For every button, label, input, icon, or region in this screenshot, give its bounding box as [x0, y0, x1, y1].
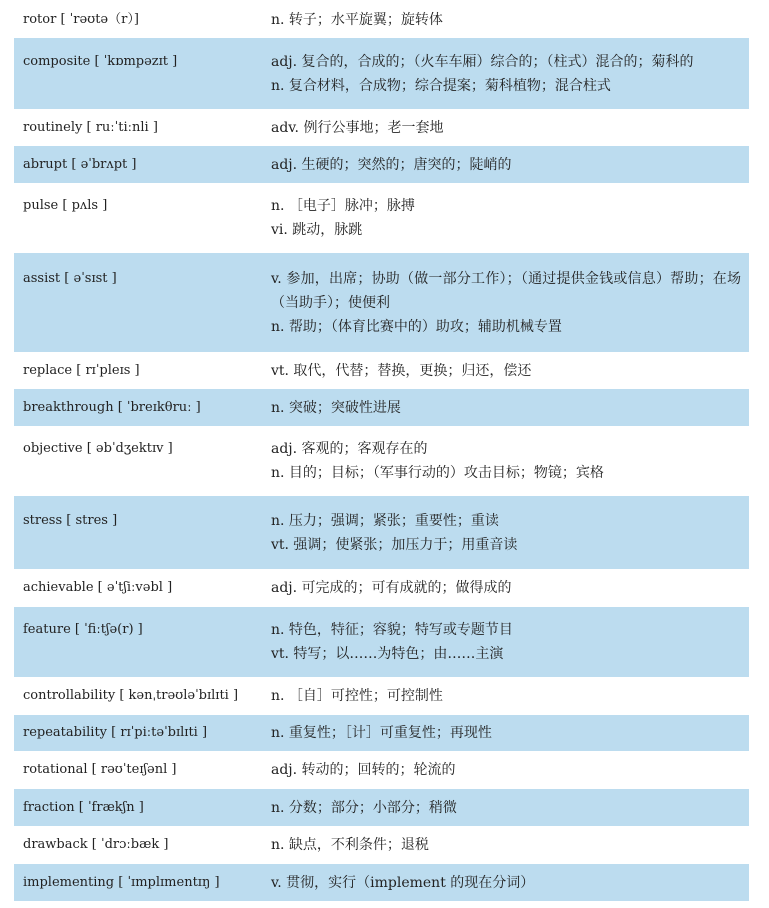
- headword: drawback: [23, 837, 88, 852]
- table-row: [14, 38, 749, 109]
- definition-cell: [271, 751, 749, 789]
- phonetic-transcription: [ stres ]: [66, 513, 118, 528]
- table-row: [14, 1, 749, 38]
- word-cell: [14, 715, 271, 751]
- definition-cell: [271, 789, 749, 826]
- definition-line: n. 特色，特征；容貌；特写或专题节目: [271, 622, 513, 638]
- headword: assist: [23, 271, 61, 286]
- headword: objective: [23, 441, 83, 456]
- definition-cell: [271, 146, 749, 183]
- phonetic-transcription: [ ˈdrɔːbæk ]: [91, 837, 169, 852]
- definition-line: n. 分数；部分；小部分；稍微: [271, 800, 457, 816]
- word-cell: [14, 569, 271, 607]
- phonetic-transcription: [ ˈkɒmpəzɪt ]: [94, 54, 178, 69]
- headword: composite: [23, 54, 91, 69]
- table-row: [14, 715, 749, 751]
- table-row: [14, 864, 749, 901]
- table-row: [14, 253, 749, 352]
- definition-cell: [271, 1, 749, 38]
- definition-cell: [271, 109, 749, 146]
- phonetic-transcription: [ ˈrəʊtə（r）]: [60, 12, 139, 27]
- definition-line: n. 缺点，不利条件；退税: [271, 837, 429, 853]
- definition-line: vt. 强调；使紧张；加压力于；用重音读: [271, 537, 518, 553]
- definition-line: vt. 特写；以……为特色；由……主演: [271, 646, 504, 662]
- word-cell: [14, 38, 271, 109]
- headword: routinely: [23, 120, 83, 135]
- table-row: [14, 496, 749, 569]
- table-row: [14, 183, 749, 253]
- definition-cell: [271, 496, 749, 569]
- definition-cell: [271, 253, 749, 352]
- definition-cell: [271, 389, 749, 426]
- phonetic-transcription: [ əˈsɪst ]: [64, 271, 117, 286]
- definition-line: adj. 复合的，合成的；（火车车厢）综合的；（柱式）混合的；菊科的: [271, 54, 694, 70]
- definition-line: n. ［自］可控性；可控制性: [271, 688, 443, 704]
- definition-line: n. 目的；目标；（军事行动的）攻击目标；物镜；宾格: [271, 465, 604, 481]
- table-row: [14, 426, 749, 496]
- word-cell: [14, 677, 271, 715]
- word-cell: [14, 253, 271, 352]
- definition-line: n. 帮助；（体育比赛中的）助攻；辅助机械专置: [271, 319, 562, 335]
- headword: replace: [23, 363, 73, 378]
- definition-line: adv. 例行公事地；老一套地: [271, 120, 444, 136]
- definition-cell: [271, 38, 749, 109]
- definition-cell: [271, 607, 749, 677]
- definition-cell: [271, 677, 749, 715]
- word-cell: [14, 864, 271, 901]
- table-row: [14, 389, 749, 426]
- definition-line: n. 复合材料，合成物；综合提案；菊科植物；混合柱式: [271, 78, 611, 94]
- definition-line: adj. 生硬的；突然的；唐突的；陡峭的: [271, 157, 512, 173]
- table-row: [14, 789, 749, 826]
- definition-line: adj. 客观的；客观存在的: [271, 441, 428, 457]
- word-cell: [14, 352, 271, 389]
- word-cell: [14, 789, 271, 826]
- phonetic-transcription: [ ruːˈtiːnli ]: [86, 120, 158, 135]
- word-cell: [14, 751, 271, 789]
- phonetic-transcription: [ əˈtʃiːvəbl ]: [97, 580, 173, 595]
- headword: rotor: [23, 12, 57, 27]
- headword: breakthrough: [23, 400, 114, 415]
- word-cell: [14, 146, 271, 183]
- word-cell: [14, 109, 271, 146]
- headword: achievable: [23, 580, 94, 595]
- definition-line: vi. 跳动，脉跳: [271, 222, 363, 238]
- word-cell: [14, 826, 271, 864]
- definition-cell: [271, 183, 749, 253]
- definition-line: adj. 转动的；回转的；轮流的: [271, 762, 456, 778]
- headword: implementing: [23, 875, 115, 890]
- table-row: [14, 751, 749, 789]
- phonetic-transcription: [ ˈɪmplɪmentɪŋ ]: [118, 875, 220, 890]
- definition-cell: [271, 864, 749, 901]
- definition-line: n. 突破；突破性进展: [271, 400, 401, 416]
- definition-line: vt. 取代，代替；替换，更换；归还，偿还: [271, 363, 532, 379]
- table-row: [14, 352, 749, 389]
- definition-line: v. 贯彻，实行（implement 的现在分词）: [271, 875, 535, 891]
- phonetic-transcription: [ rəʊˈteɪʃənl ]: [91, 762, 177, 777]
- definition-line: n. 转子；水平旋翼；旋转体: [271, 12, 443, 28]
- definition-cell: [271, 569, 749, 607]
- vocabulary-table: [14, 1, 749, 901]
- table-row: [14, 826, 749, 864]
- headword: fraction: [23, 800, 75, 815]
- definition-line: n. ［电子］脉冲；脉搏: [271, 198, 415, 214]
- phonetic-transcription: [ ˈbreɪkθruː ]: [117, 400, 201, 415]
- headword: controllability: [23, 688, 116, 703]
- table-row: [14, 109, 749, 146]
- phonetic-transcription: [ kənˌtrəʊləˈbɪlɪti ]: [119, 688, 239, 703]
- table-row: [14, 607, 749, 677]
- headword: feature: [23, 622, 71, 637]
- definition-cell: [271, 715, 749, 751]
- definition-cell: [271, 826, 749, 864]
- headword: abrupt: [23, 157, 68, 172]
- headword: repeatability: [23, 725, 108, 740]
- word-cell: [14, 183, 271, 253]
- definition-line: v. 参加，出席；协助（做一部分工作）；（通过提供金钱或信息）帮助；在场（当助手）；使便利: [271, 271, 741, 311]
- phonetic-transcription: [ pʌls ]: [62, 198, 108, 213]
- headword: rotational: [23, 762, 88, 777]
- word-cell: [14, 426, 271, 496]
- definition-line: adj. 可完成的；可有成就的；做得成的: [271, 580, 512, 596]
- table-row: [14, 677, 749, 715]
- word-cell: [14, 496, 271, 569]
- headword: pulse: [23, 198, 59, 213]
- word-cell: [14, 1, 271, 38]
- word-cell: [14, 607, 271, 677]
- phonetic-transcription: [ rɪˈpiːtəˈbɪlɪti ]: [111, 725, 208, 740]
- phonetic-transcription: [ ˈfiːtʃə(r) ]: [74, 622, 143, 637]
- phonetic-transcription: [ əbˈdʒektɪv ]: [86, 441, 173, 456]
- table-row: [14, 569, 749, 607]
- phonetic-transcription: [ rɪˈpleɪs ]: [76, 363, 140, 378]
- definition-cell: [271, 352, 749, 389]
- definition-line: n. 压力；强调；紧张；重要性；重读: [271, 513, 499, 529]
- headword: stress: [23, 513, 63, 528]
- definition-cell: [271, 426, 749, 496]
- phonetic-transcription: [ əˈbrʌpt ]: [71, 157, 137, 172]
- word-cell: [14, 389, 271, 426]
- table-row: [14, 146, 749, 183]
- definition-line: n. 重复性；［计］可重复性；再现性: [271, 725, 492, 741]
- phonetic-transcription: [ ˈfrækʃn ]: [78, 800, 144, 815]
